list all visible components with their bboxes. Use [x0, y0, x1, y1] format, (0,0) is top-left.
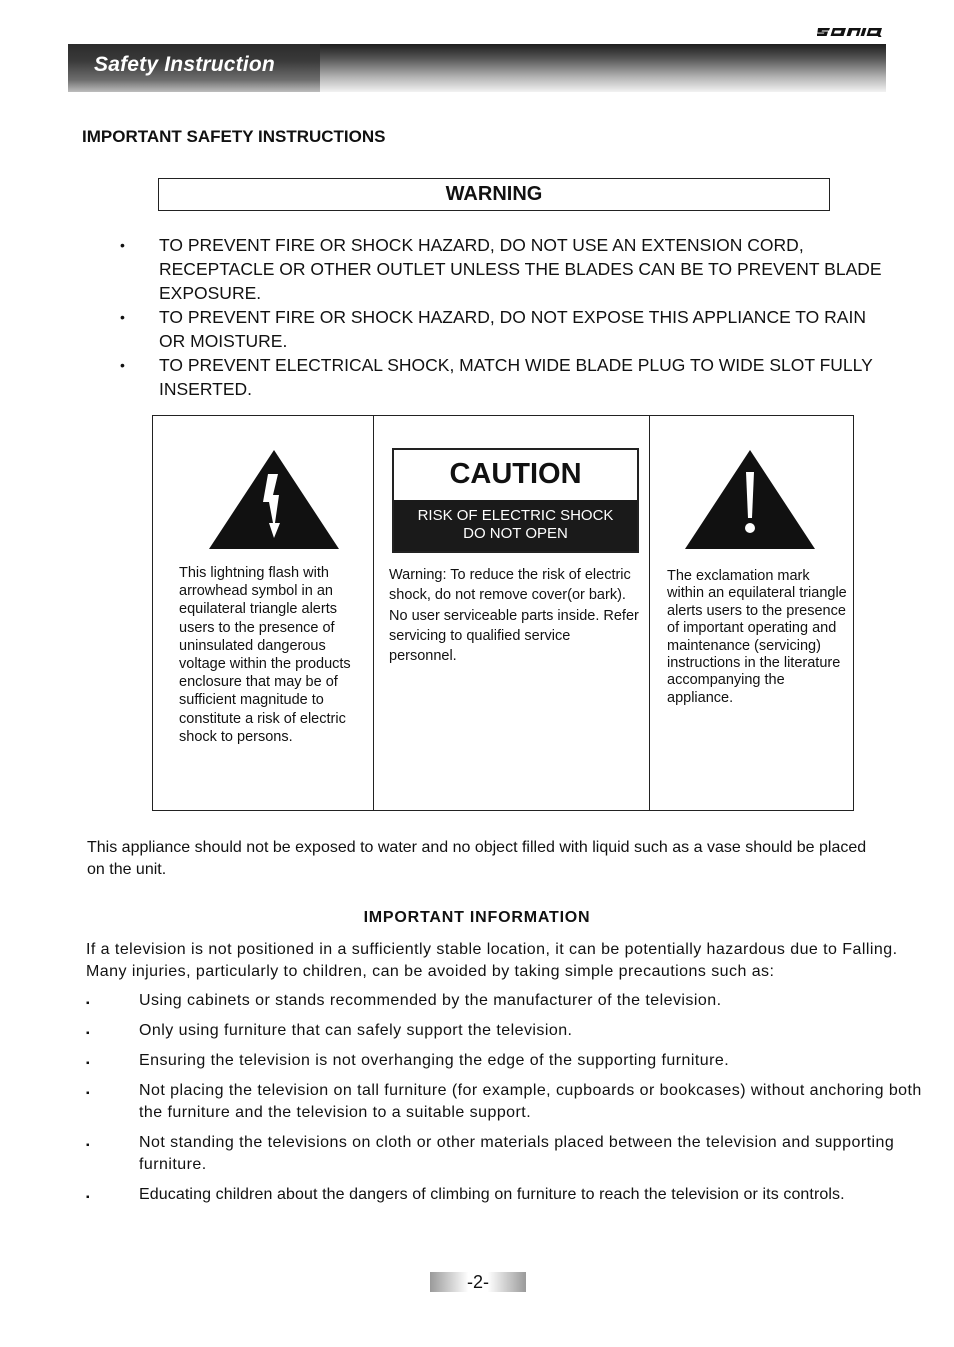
important-info-intro: If a television is not positioned in a sufficiently stable location, it can be potentially hazardous due to Falling. Many injuries, particularly to children, can be avoided by taking simple precautions such as:	[86, 941, 898, 980]
exclamation-column	[650, 416, 853, 810]
precaution-text: Ensuring the television is not overhanging the edge of the supporting furniture.	[139, 1052, 730, 1069]
lightning-warning-icon	[208, 450, 340, 550]
page-number-text: -2-	[467, 1272, 489, 1292]
precaution-text: Only using furniture that can safely support the television.	[139, 1022, 573, 1039]
water-notice: This appliance should not be exposed to water and no object filled with liquid such as a vase should be placed on the unit.	[87, 839, 867, 878]
precaution-text: Educating children about the dangers of climbing on furniture to reach the television or its controls.	[139, 1186, 845, 1203]
warning-title: WARNING	[445, 183, 543, 205]
important-safety-heading: IMPORTANT SAFETY INSTRUCTIONS	[82, 127, 386, 146]
lightning-column	[153, 416, 374, 810]
warning-item	[116, 233, 886, 305]
caution-line-1: RISK OF ELECTRIC SHOCK	[417, 507, 614, 524]
bullet: ▪	[86, 1028, 90, 1039]
precaution-text: Using cabinets or stands recommended by the manufacturer of the television.	[139, 992, 722, 1009]
safety-symbols-panel	[152, 415, 854, 811]
exclamation-description: The exclamation mark within an equilateral triangle alerts users to the presence of important operating and maintenance (servicing) instructions in the literature accompanying the appliance.	[667, 568, 847, 706]
bullet: ▪	[86, 1088, 90, 1099]
exclamation-warning-icon	[684, 450, 816, 550]
warning-item-text: TO PREVENT FIRE OR SHOCK HAZARD, DO NOT EXPOSE THIS APPLIANCE TO RAIN OR MOISTURE.	[159, 307, 866, 351]
page-number	[430, 1272, 526, 1292]
caution-title: CAUTION	[449, 458, 582, 490]
precaution-text: Not placing the television on tall furniture (for example, cupboards or bookcases) without anchoring both the furniture and the television to a suitable support.	[139, 1082, 922, 1121]
warning-box	[158, 178, 830, 211]
caution-subtext	[394, 500, 637, 551]
important-info-heading: IMPORTANT INFORMATION	[363, 909, 591, 926]
section-title: Safety Instruction	[94, 53, 275, 76]
lightning-description: This lightning flash with arrowhead symbol in an equilateral triangle alerts users to the presence of uninsulated dangerous voltage within the products enclosure that may be of sufficient magnitude to constitute a risk of electric shock to persons.	[179, 565, 351, 745]
caution-top	[394, 450, 637, 500]
bullet: ▪	[86, 1192, 90, 1203]
warning-list	[116, 233, 886, 401]
bullet: ▪	[86, 998, 90, 1009]
caution-column	[374, 416, 650, 810]
brand-logo	[817, 25, 883, 39]
bullet: •	[120, 237, 125, 253]
bullet: ▪	[86, 1140, 90, 1151]
bullet: •	[120, 357, 125, 373]
caution-line-2: DO NOT OPEN	[463, 525, 568, 542]
warning-item	[116, 305, 886, 353]
warning-item	[116, 353, 886, 401]
caution-label	[392, 448, 639, 553]
caution-description: Warning: To reduce the risk of electric shock, do not remove cover(or bark). No user serviceable parts inside. Refer servicing to qualified service personnel.	[389, 567, 639, 665]
warning-item-text: TO PREVENT ELECTRICAL SHOCK, MATCH WIDE BLADE PLUG TO WIDE SLOT FULLY INSERTED.	[159, 355, 873, 399]
precaution-text: Not standing the televisions on cloth or other materials placed between the television and supporting furniture.	[139, 1134, 895, 1173]
bullet: ▪	[86, 1058, 90, 1069]
section-header-bar	[68, 44, 886, 92]
warning-item-text: TO PREVENT FIRE OR SHOCK HAZARD, DO NOT USE AN EXTENSION CORD, RECEPTACLE OR OTHER OUTLET UNLESS THE BLADES CAN BE TO PREVENT BLADE EXPOSURE.	[159, 235, 882, 303]
header-bar-gradient	[320, 44, 886, 92]
bullet: •	[120, 309, 125, 325]
